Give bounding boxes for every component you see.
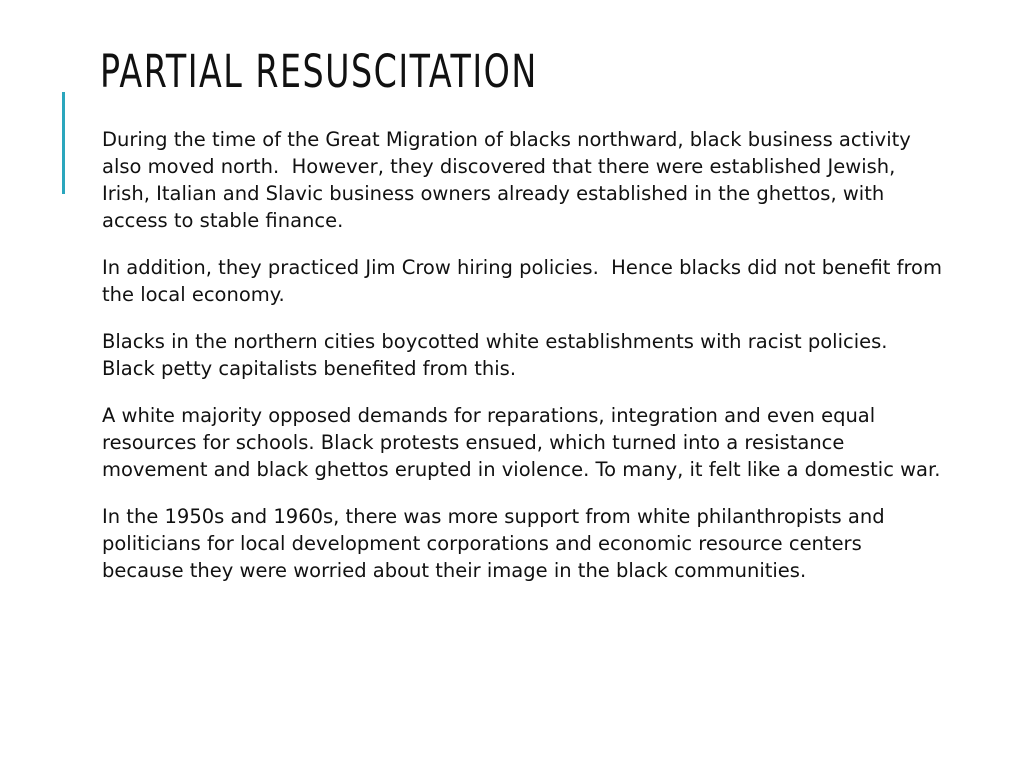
- slide-title: PARTIAL RESUSCITATION: [100, 45, 538, 98]
- paragraph-boycott: Blacks in the northern cities boycotted white establishments with racist policies. Black petty capitalists benefited from this.: [102, 330, 900, 380]
- paragraph-jim-crow: In addition, they practiced Jim Crow hiring policies. Hence blacks did not benefit from the local economy.: [102, 256, 949, 306]
- paragraph-1950s-1960s: In the 1950s and 1960s, there was more support from white philanthropists and politicians for local development corporations and economic resource centers because they were worried about their image in the black communities.: [102, 505, 891, 582]
- accent-bar: [62, 92, 65, 194]
- paragraph-great-migration: During the time of the Great Migration of blacks northward, black business activity also moved north. However, they discovered that there were established Jewish, Irish, Italian and Slavic business owners already established in the ghettos, with access to stable finance.: [102, 128, 918, 232]
- paragraph-white-majority: A white majority opposed demands for reparations, integration and even equal resources for schools. Black protests ensued, which turned into a resistance movement and black ghettos erupted in violence. To many, it felt like a domestic war.: [102, 404, 941, 481]
- slide-body: [102, 126, 949, 604]
